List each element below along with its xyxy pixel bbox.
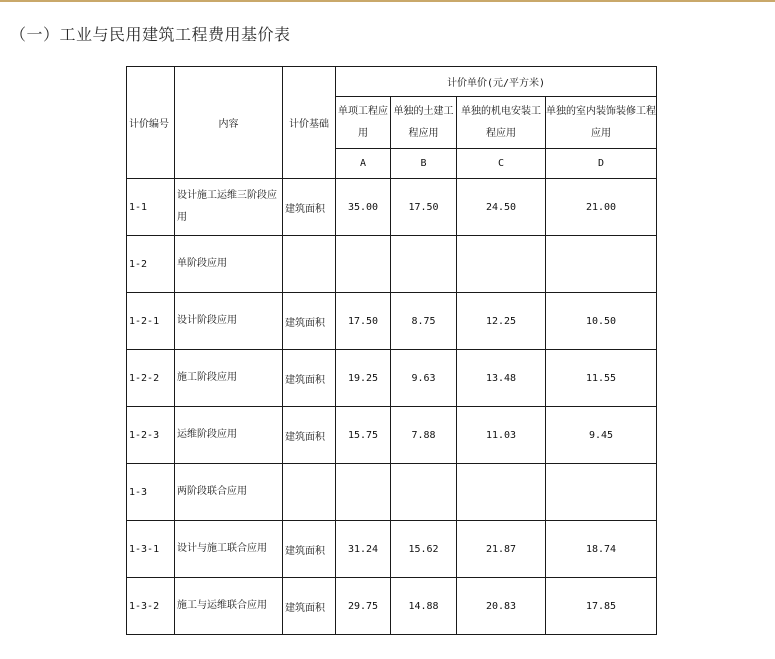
row-content: 运维阶段应用 <box>175 407 283 464</box>
header-row <box>127 67 657 97</box>
header-col-a: 单项工程应用 <box>336 97 391 149</box>
row-basis <box>283 236 336 293</box>
table-row <box>127 407 657 464</box>
row-content: 施工阶段应用 <box>175 350 283 407</box>
row-basis: 建筑面积 <box>283 521 336 578</box>
row-value-b <box>391 236 457 293</box>
row-content: 施工与运维联合应用 <box>175 578 283 635</box>
row-content: 设计施工运维三阶段应用 <box>175 179 283 236</box>
row-value-d <box>546 464 657 521</box>
table-row <box>127 293 657 350</box>
row-value-b: 14.88 <box>391 578 457 635</box>
header-col-b: 单独的土建工程应用 <box>391 97 457 149</box>
header-basis: 计价基础 <box>283 67 336 179</box>
table-row <box>127 179 657 236</box>
row-value-d: 18.74 <box>546 521 657 578</box>
row-value-d: 10.50 <box>546 293 657 350</box>
fee-table <box>126 66 657 635</box>
row-code: 1-2-2 <box>127 350 175 407</box>
row-code: 1-3-2 <box>127 578 175 635</box>
header-col-d: 单独的室内装饰装修工程应用 <box>546 97 657 149</box>
row-value-c: 11.03 <box>457 407 546 464</box>
header-code: 计价编号 <box>127 67 175 179</box>
row-value-a: 31.24 <box>336 521 391 578</box>
header-letter-d: D <box>546 149 657 179</box>
row-value-c: 13.48 <box>457 350 546 407</box>
row-basis: 建筑面积 <box>283 293 336 350</box>
header-col-c: 单独的机电安装工程应用 <box>457 97 546 149</box>
row-code: 1-3-1 <box>127 521 175 578</box>
row-basis: 建筑面积 <box>283 350 336 407</box>
header-letter-a: A <box>336 149 391 179</box>
row-value-a: 15.75 <box>336 407 391 464</box>
row-value-b: 9.63 <box>391 350 457 407</box>
row-code: 1-1 <box>127 179 175 236</box>
table-row <box>127 464 657 521</box>
page-title: （一）工业与民用建筑工程费用基价表 <box>10 25 291 44</box>
header-letter-b: B <box>391 149 457 179</box>
row-value-a: 19.25 <box>336 350 391 407</box>
row-content: 单阶段应用 <box>175 236 283 293</box>
row-value-d: 17.85 <box>546 578 657 635</box>
row-value-a: 17.50 <box>336 293 391 350</box>
row-value-c: 20.83 <box>457 578 546 635</box>
row-value-d: 21.00 <box>546 179 657 236</box>
row-code: 1-2-3 <box>127 407 175 464</box>
row-basis: 建筑面积 <box>283 407 336 464</box>
row-code: 1-2-1 <box>127 293 175 350</box>
row-content: 设计与施工联合应用 <box>175 521 283 578</box>
row-value-c: 21.87 <box>457 521 546 578</box>
header-letter-c: C <box>457 149 546 179</box>
row-value-c <box>457 464 546 521</box>
top-divider <box>0 0 775 2</box>
header-unit-price: 计价单价(元/平方米) <box>336 67 657 97</box>
row-code: 1-2 <box>127 236 175 293</box>
row-value-d: 11.55 <box>546 350 657 407</box>
row-value-c <box>457 236 546 293</box>
row-code: 1-3 <box>127 464 175 521</box>
row-value-c: 12.25 <box>457 293 546 350</box>
row-basis: 建筑面积 <box>283 578 336 635</box>
row-value-d: 9.45 <box>546 407 657 464</box>
row-value-b: 7.88 <box>391 407 457 464</box>
row-value-c: 24.50 <box>457 179 546 236</box>
header-content: 内容 <box>175 67 283 179</box>
row-value-a <box>336 236 391 293</box>
row-value-d <box>546 236 657 293</box>
row-value-a: 29.75 <box>336 578 391 635</box>
row-value-b <box>391 464 457 521</box>
table-row <box>127 350 657 407</box>
row-value-b: 8.75 <box>391 293 457 350</box>
row-basis: 建筑面积 <box>283 179 336 236</box>
row-value-a: 35.00 <box>336 179 391 236</box>
row-value-b: 17.50 <box>391 179 457 236</box>
row-basis <box>283 464 336 521</box>
table-row <box>127 236 657 293</box>
table-row <box>127 578 657 635</box>
row-value-b: 15.62 <box>391 521 457 578</box>
row-value-a <box>336 464 391 521</box>
table-row <box>127 521 657 578</box>
row-content: 设计阶段应用 <box>175 293 283 350</box>
row-content: 两阶段联合应用 <box>175 464 283 521</box>
